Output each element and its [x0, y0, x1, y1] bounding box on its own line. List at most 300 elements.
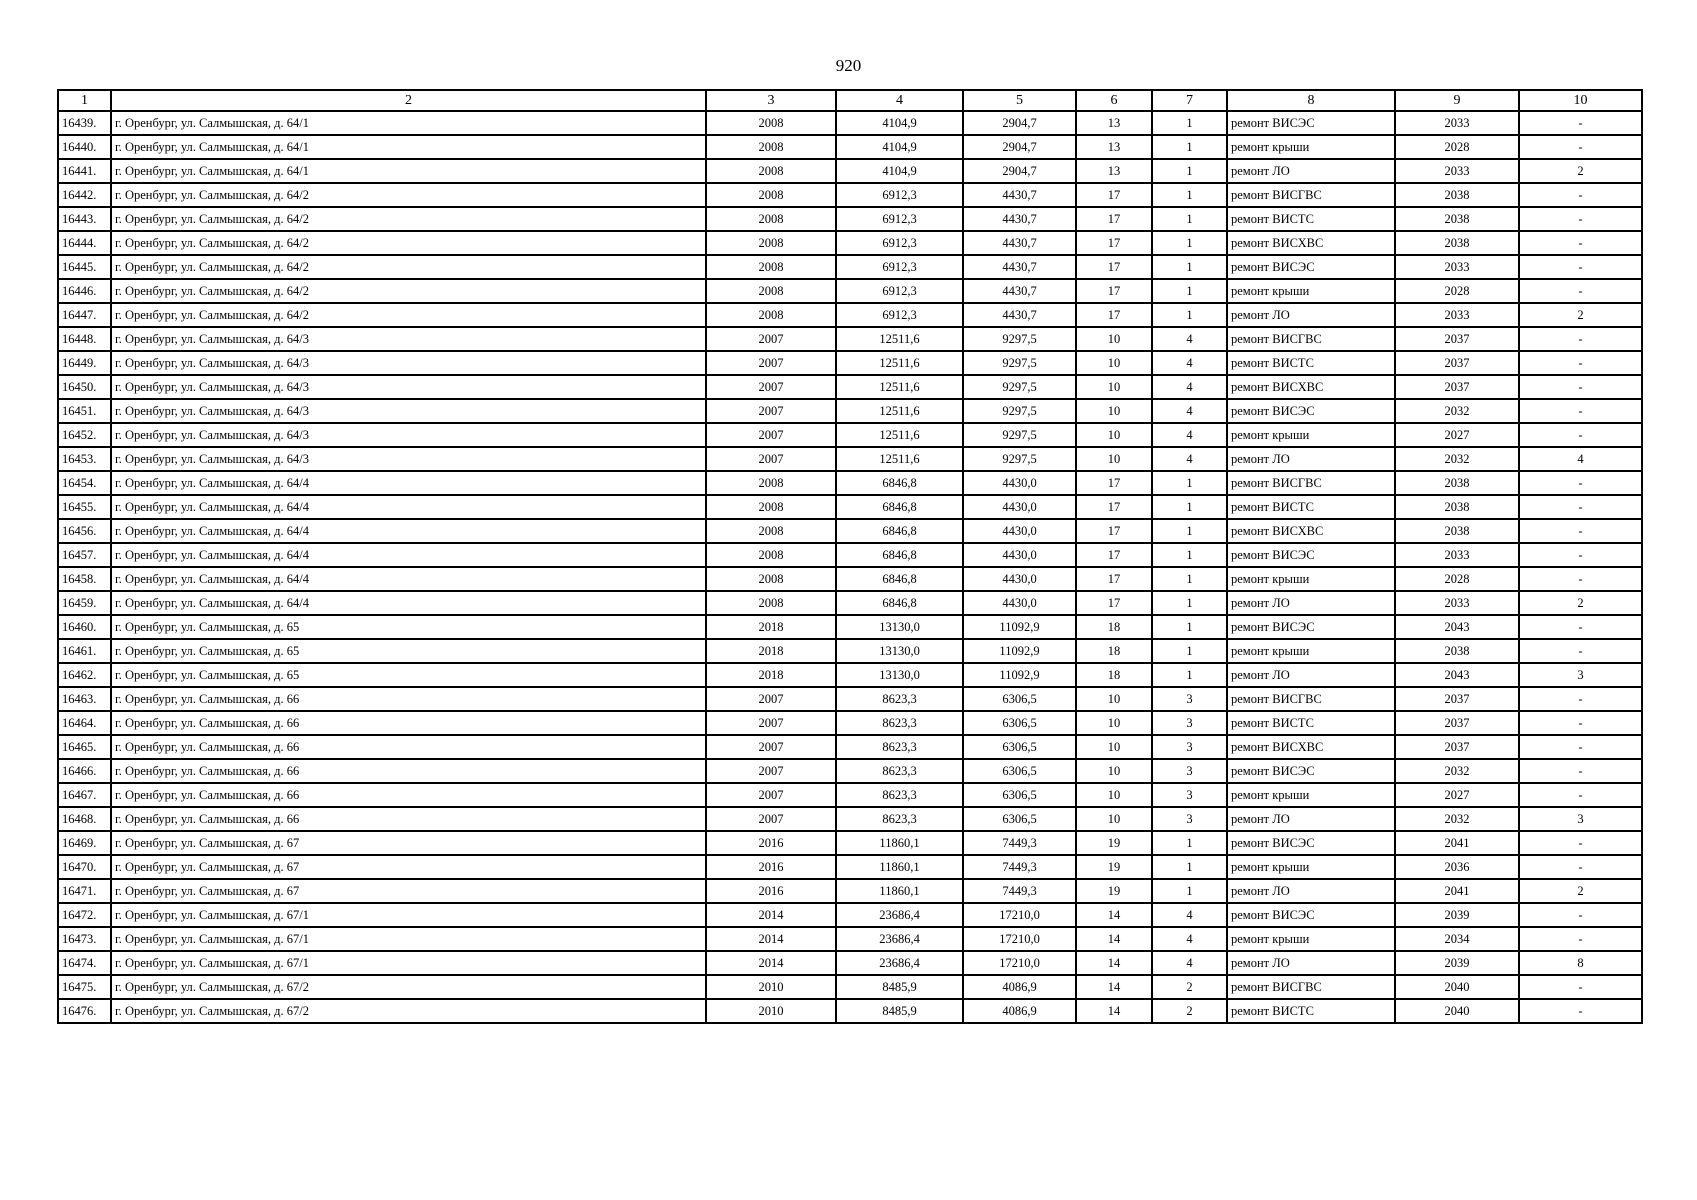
year-cell: 2007	[706, 711, 836, 735]
quantity-cell: -	[1519, 783, 1642, 807]
address-cell: г. Оренбург, ул. Салмышская, д. 66	[111, 711, 706, 735]
table-row	[58, 519, 1642, 543]
entrances-cell: 1	[1152, 495, 1227, 519]
work-type-cell: ремонт ВИСГВС	[1227, 975, 1395, 999]
floors-cell: 19	[1076, 879, 1152, 903]
entrances-cell: 1	[1152, 663, 1227, 687]
row-number-cell: 16461.	[58, 639, 111, 663]
row-number-cell: 16445.	[58, 255, 111, 279]
entrances-cell: 3	[1152, 807, 1227, 831]
column-header: 7	[1152, 90, 1227, 111]
entrances-cell: 4	[1152, 903, 1227, 927]
total-area-cell: 23686,4	[836, 951, 963, 975]
work-type-cell: ремонт ЛО	[1227, 159, 1395, 183]
living-area-cell: 2904,7	[963, 111, 1076, 135]
floors-cell: 19	[1076, 831, 1152, 855]
address-cell: г. Оренбург, ул. Салмышская, д. 64/3	[111, 327, 706, 351]
year-cell: 2007	[706, 447, 836, 471]
floors-cell: 13	[1076, 135, 1152, 159]
total-area-cell: 8623,3	[836, 687, 963, 711]
total-area-cell: 23686,4	[836, 903, 963, 927]
planned-year-cell: 2033	[1395, 591, 1519, 615]
total-area-cell: 8623,3	[836, 759, 963, 783]
column-header: 5	[963, 90, 1076, 111]
row-number-cell: 16475.	[58, 975, 111, 999]
work-type-cell: ремонт крыши	[1227, 639, 1395, 663]
address-cell: г. Оренбург, ул. Салмышская, д. 64/3	[111, 399, 706, 423]
quantity-cell: -	[1519, 903, 1642, 927]
table-row	[58, 807, 1642, 831]
address-cell: г. Оренбург, ул. Салмышская, д. 64/2	[111, 303, 706, 327]
address-cell: г. Оренбург, ул. Салмышская, д. 64/3	[111, 447, 706, 471]
address-cell: г. Оренбург, ул. Салмышская, д. 64/4	[111, 543, 706, 567]
table-row	[58, 831, 1642, 855]
floors-cell: 17	[1076, 231, 1152, 255]
living-area-cell: 4430,0	[963, 567, 1076, 591]
year-cell: 2008	[706, 159, 836, 183]
address-cell: г. Оренбург, ул. Салмышская, д. 66	[111, 759, 706, 783]
work-type-cell: ремонт ВИСХВС	[1227, 375, 1395, 399]
entrances-cell: 1	[1152, 567, 1227, 591]
planned-year-cell: 2033	[1395, 159, 1519, 183]
entrances-cell: 4	[1152, 447, 1227, 471]
work-type-cell: ремонт ВИСТС	[1227, 711, 1395, 735]
address-cell: г. Оренбург, ул. Салмышская, д. 64/2	[111, 255, 706, 279]
row-number-cell: 16470.	[58, 855, 111, 879]
year-cell: 2008	[706, 567, 836, 591]
address-cell: г. Оренбург, ул. Салмышская, д. 64/4	[111, 519, 706, 543]
row-number-cell: 16464.	[58, 711, 111, 735]
total-area-cell: 6912,3	[836, 183, 963, 207]
quantity-cell: -	[1519, 231, 1642, 255]
entrances-cell: 1	[1152, 855, 1227, 879]
quantity-cell: -	[1519, 255, 1642, 279]
entrances-cell: 1	[1152, 231, 1227, 255]
address-cell: г. Оренбург, ул. Салмышская, д. 67/2	[111, 999, 706, 1023]
work-type-cell: ремонт крыши	[1227, 783, 1395, 807]
year-cell: 2014	[706, 951, 836, 975]
total-area-cell: 8623,3	[836, 711, 963, 735]
work-type-cell: ремонт ЛО	[1227, 303, 1395, 327]
address-cell: г. Оренбург, ул. Салмышская, д. 66	[111, 783, 706, 807]
column-header: 10	[1519, 90, 1642, 111]
floors-cell: 17	[1076, 471, 1152, 495]
total-area-cell: 8623,3	[836, 783, 963, 807]
row-number-cell: 16443.	[58, 207, 111, 231]
quantity-cell: -	[1519, 735, 1642, 759]
table-row	[58, 423, 1642, 447]
row-number-cell: 16457.	[58, 543, 111, 567]
floors-cell: 17	[1076, 303, 1152, 327]
total-area-cell: 6846,8	[836, 495, 963, 519]
entrances-cell: 4	[1152, 399, 1227, 423]
living-area-cell: 6306,5	[963, 807, 1076, 831]
living-area-cell: 6306,5	[963, 711, 1076, 735]
work-type-cell: ремонт ВИСГВС	[1227, 327, 1395, 351]
quantity-cell: 2	[1519, 159, 1642, 183]
work-type-cell: ремонт ВИСТС	[1227, 999, 1395, 1023]
table-row	[58, 591, 1642, 615]
address-cell: г. Оренбург, ул. Салмышская, д. 67	[111, 831, 706, 855]
header-row	[58, 90, 1642, 111]
planned-year-cell: 2037	[1395, 687, 1519, 711]
work-type-cell: ремонт ВИСГВС	[1227, 687, 1395, 711]
quantity-cell: -	[1519, 183, 1642, 207]
row-number-cell: 16472.	[58, 903, 111, 927]
planned-year-cell: 2036	[1395, 855, 1519, 879]
year-cell: 2008	[706, 471, 836, 495]
address-cell: г. Оренбург, ул. Салмышская, д. 65	[111, 615, 706, 639]
floors-cell: 10	[1076, 375, 1152, 399]
address-cell: г. Оренбург, ул. Салмышская, д. 64/2	[111, 231, 706, 255]
address-cell: г. Оренбург, ул. Салмышская, д. 67/1	[111, 903, 706, 927]
total-area-cell: 4104,9	[836, 111, 963, 135]
total-area-cell: 6912,3	[836, 303, 963, 327]
total-area-cell: 13130,0	[836, 639, 963, 663]
row-number-cell: 16466.	[58, 759, 111, 783]
living-area-cell: 17210,0	[963, 927, 1076, 951]
total-area-cell: 6846,8	[836, 471, 963, 495]
address-cell: г. Оренбург, ул. Салмышская, д. 67	[111, 855, 706, 879]
living-area-cell: 7449,3	[963, 855, 1076, 879]
living-area-cell: 4430,0	[963, 543, 1076, 567]
floors-cell: 17	[1076, 207, 1152, 231]
quantity-cell: -	[1519, 687, 1642, 711]
entrances-cell: 4	[1152, 351, 1227, 375]
work-type-cell: ремонт ЛО	[1227, 807, 1395, 831]
total-area-cell: 12511,6	[836, 423, 963, 447]
work-type-cell: ремонт ВИСЭС	[1227, 399, 1395, 423]
total-area-cell: 13130,0	[836, 615, 963, 639]
year-cell: 2007	[706, 327, 836, 351]
entrances-cell: 1	[1152, 303, 1227, 327]
planned-year-cell: 2038	[1395, 519, 1519, 543]
work-type-cell: ремонт ВИСЭС	[1227, 903, 1395, 927]
table-row	[58, 207, 1642, 231]
floors-cell: 17	[1076, 567, 1152, 591]
year-cell: 2016	[706, 831, 836, 855]
column-header: 3	[706, 90, 836, 111]
address-cell: г. Оренбург, ул. Салмышская, д. 66	[111, 735, 706, 759]
entrances-cell: 3	[1152, 735, 1227, 759]
floors-cell: 17	[1076, 495, 1152, 519]
row-number-cell: 16439.	[58, 111, 111, 135]
floors-cell: 17	[1076, 591, 1152, 615]
row-number-cell: 16452.	[58, 423, 111, 447]
total-area-cell: 6912,3	[836, 231, 963, 255]
entrances-cell: 4	[1152, 327, 1227, 351]
year-cell: 2010	[706, 975, 836, 999]
work-type-cell: ремонт крыши	[1227, 135, 1395, 159]
year-cell: 2008	[706, 279, 836, 303]
address-cell: г. Оренбург, ул. Салмышская, д. 64/1	[111, 159, 706, 183]
planned-year-cell: 2040	[1395, 975, 1519, 999]
quantity-cell: -	[1519, 711, 1642, 735]
table-row	[58, 567, 1642, 591]
living-area-cell: 4086,9	[963, 975, 1076, 999]
row-number-cell: 16451.	[58, 399, 111, 423]
work-type-cell: ремонт ЛО	[1227, 879, 1395, 903]
planned-year-cell: 2040	[1395, 999, 1519, 1023]
planned-year-cell: 2043	[1395, 663, 1519, 687]
entrances-cell: 1	[1152, 207, 1227, 231]
table-body	[58, 111, 1642, 1023]
table-row	[58, 375, 1642, 399]
table-row	[58, 615, 1642, 639]
quantity-cell: -	[1519, 375, 1642, 399]
planned-year-cell: 2033	[1395, 303, 1519, 327]
total-area-cell: 8623,3	[836, 735, 963, 759]
row-number-cell: 16459.	[58, 591, 111, 615]
row-number-cell: 16467.	[58, 783, 111, 807]
living-area-cell: 4430,0	[963, 519, 1076, 543]
table-row	[58, 975, 1642, 999]
floors-cell: 18	[1076, 639, 1152, 663]
entrances-cell: 2	[1152, 975, 1227, 999]
year-cell: 2008	[706, 207, 836, 231]
total-area-cell: 8623,3	[836, 807, 963, 831]
floors-cell: 10	[1076, 687, 1152, 711]
entrances-cell: 3	[1152, 759, 1227, 783]
entrances-cell: 1	[1152, 183, 1227, 207]
table-row	[58, 735, 1642, 759]
planned-year-cell: 2037	[1395, 735, 1519, 759]
row-number-cell: 16471.	[58, 879, 111, 903]
living-area-cell: 6306,5	[963, 735, 1076, 759]
work-type-cell: ремонт ЛО	[1227, 951, 1395, 975]
column-header: 9	[1395, 90, 1519, 111]
table-row	[58, 855, 1642, 879]
planned-year-cell: 2028	[1395, 135, 1519, 159]
row-number-cell: 16463.	[58, 687, 111, 711]
planned-year-cell: 2027	[1395, 783, 1519, 807]
work-type-cell: ремонт ЛО	[1227, 663, 1395, 687]
living-area-cell: 9297,5	[963, 351, 1076, 375]
living-area-cell: 6306,5	[963, 759, 1076, 783]
row-number-cell: 16449.	[58, 351, 111, 375]
total-area-cell: 23686,4	[836, 927, 963, 951]
work-type-cell: ремонт ВИСЭС	[1227, 615, 1395, 639]
total-area-cell: 11860,1	[836, 855, 963, 879]
table-row	[58, 687, 1642, 711]
planned-year-cell: 2038	[1395, 471, 1519, 495]
work-type-cell: ремонт крыши	[1227, 423, 1395, 447]
address-cell: г. Оренбург, ул. Салмышская, д. 64/2	[111, 183, 706, 207]
repair-schedule-table	[57, 89, 1643, 1024]
planned-year-cell: 2038	[1395, 639, 1519, 663]
floors-cell: 17	[1076, 543, 1152, 567]
living-area-cell: 2904,7	[963, 159, 1076, 183]
year-cell: 2010	[706, 999, 836, 1023]
table-row	[58, 471, 1642, 495]
table-row	[58, 711, 1642, 735]
floors-cell: 14	[1076, 951, 1152, 975]
table-row	[58, 351, 1642, 375]
living-area-cell: 4430,7	[963, 279, 1076, 303]
year-cell: 2007	[706, 783, 836, 807]
year-cell: 2007	[706, 807, 836, 831]
row-number-cell: 16456.	[58, 519, 111, 543]
planned-year-cell: 2037	[1395, 327, 1519, 351]
living-area-cell: 9297,5	[963, 447, 1076, 471]
living-area-cell: 17210,0	[963, 951, 1076, 975]
total-area-cell: 12511,6	[836, 375, 963, 399]
entrances-cell: 2	[1152, 999, 1227, 1023]
table-row	[58, 903, 1642, 927]
quantity-cell: -	[1519, 759, 1642, 783]
table-row	[58, 639, 1642, 663]
work-type-cell: ремонт крыши	[1227, 855, 1395, 879]
quantity-cell: 8	[1519, 951, 1642, 975]
work-type-cell: ремонт ВИСЭС	[1227, 759, 1395, 783]
work-type-cell: ремонт ВИСГВС	[1227, 471, 1395, 495]
work-type-cell: ремонт ВИСХВС	[1227, 735, 1395, 759]
year-cell: 2008	[706, 543, 836, 567]
row-number-cell: 16473.	[58, 927, 111, 951]
address-cell: г. Оренбург, ул. Салмышская, д. 64/4	[111, 495, 706, 519]
floors-cell: 10	[1076, 735, 1152, 759]
planned-year-cell: 2033	[1395, 543, 1519, 567]
total-area-cell: 12511,6	[836, 399, 963, 423]
entrances-cell: 1	[1152, 831, 1227, 855]
table-row	[58, 447, 1642, 471]
quantity-cell: -	[1519, 615, 1642, 639]
total-area-cell: 6846,8	[836, 567, 963, 591]
work-type-cell: ремонт ВИСЭС	[1227, 543, 1395, 567]
year-cell: 2008	[706, 495, 836, 519]
total-area-cell: 6912,3	[836, 255, 963, 279]
living-area-cell: 4430,7	[963, 255, 1076, 279]
planned-year-cell: 2033	[1395, 255, 1519, 279]
address-cell: г. Оренбург, ул. Салмышская, д. 67/2	[111, 975, 706, 999]
floors-cell: 14	[1076, 927, 1152, 951]
entrances-cell: 3	[1152, 687, 1227, 711]
quantity-cell: 4	[1519, 447, 1642, 471]
planned-year-cell: 2034	[1395, 927, 1519, 951]
total-area-cell: 6912,3	[836, 207, 963, 231]
table-row	[58, 135, 1642, 159]
living-area-cell: 11092,9	[963, 639, 1076, 663]
quantity-cell: -	[1519, 423, 1642, 447]
year-cell: 2008	[706, 255, 836, 279]
floors-cell: 10	[1076, 807, 1152, 831]
planned-year-cell: 2038	[1395, 207, 1519, 231]
year-cell: 2014	[706, 903, 836, 927]
quantity-cell: -	[1519, 399, 1642, 423]
quantity-cell: -	[1519, 207, 1642, 231]
floors-cell: 10	[1076, 327, 1152, 351]
table-row	[58, 303, 1642, 327]
column-header: 1	[58, 90, 111, 111]
address-cell: г. Оренбург, ул. Салмышская, д. 64/3	[111, 423, 706, 447]
entrances-cell: 1	[1152, 879, 1227, 903]
entrances-cell: 4	[1152, 423, 1227, 447]
row-number-cell: 16441.	[58, 159, 111, 183]
floors-cell: 13	[1076, 159, 1152, 183]
total-area-cell: 6846,8	[836, 519, 963, 543]
floors-cell: 14	[1076, 999, 1152, 1023]
living-area-cell: 7449,3	[963, 831, 1076, 855]
living-area-cell: 6306,5	[963, 783, 1076, 807]
quantity-cell: 2	[1519, 303, 1642, 327]
year-cell: 2018	[706, 615, 836, 639]
floors-cell: 10	[1076, 351, 1152, 375]
planned-year-cell: 2027	[1395, 423, 1519, 447]
quantity-cell: -	[1519, 135, 1642, 159]
work-type-cell: ремонт крыши	[1227, 927, 1395, 951]
year-cell: 2008	[706, 519, 836, 543]
entrances-cell: 1	[1152, 279, 1227, 303]
table-row	[58, 951, 1642, 975]
year-cell: 2018	[706, 663, 836, 687]
year-cell: 2007	[706, 399, 836, 423]
work-type-cell: ремонт ВИСТС	[1227, 207, 1395, 231]
planned-year-cell: 2028	[1395, 567, 1519, 591]
column-header: 6	[1076, 90, 1152, 111]
living-area-cell: 11092,9	[963, 663, 1076, 687]
entrances-cell: 3	[1152, 783, 1227, 807]
year-cell: 2008	[706, 231, 836, 255]
table-row	[58, 663, 1642, 687]
address-cell: г. Оренбург, ул. Салмышская, д. 66	[111, 687, 706, 711]
year-cell: 2008	[706, 183, 836, 207]
living-area-cell: 4430,7	[963, 207, 1076, 231]
total-area-cell: 12511,6	[836, 327, 963, 351]
floors-cell: 10	[1076, 759, 1152, 783]
row-number-cell: 16444.	[58, 231, 111, 255]
year-cell: 2007	[706, 735, 836, 759]
entrances-cell: 1	[1152, 615, 1227, 639]
quantity-cell: 2	[1519, 591, 1642, 615]
living-area-cell: 4430,0	[963, 495, 1076, 519]
living-area-cell: 7449,3	[963, 879, 1076, 903]
year-cell: 2018	[706, 639, 836, 663]
work-type-cell: ремонт ВИСЭС	[1227, 111, 1395, 135]
floors-cell: 10	[1076, 783, 1152, 807]
address-cell: г. Оренбург, ул. Салмышская, д. 67	[111, 879, 706, 903]
table-row	[58, 111, 1642, 135]
column-header: 8	[1227, 90, 1395, 111]
floors-cell: 14	[1076, 975, 1152, 999]
planned-year-cell: 2038	[1395, 231, 1519, 255]
address-cell: г. Оренбург, ул. Салмышская, д. 64/1	[111, 135, 706, 159]
living-area-cell: 9297,5	[963, 423, 1076, 447]
table-row	[58, 279, 1642, 303]
living-area-cell: 9297,5	[963, 327, 1076, 351]
address-cell: г. Оренбург, ул. Салмышская, д. 65	[111, 639, 706, 663]
quantity-cell: -	[1519, 519, 1642, 543]
total-area-cell: 6912,3	[836, 279, 963, 303]
table-row	[58, 399, 1642, 423]
total-area-cell: 4104,9	[836, 159, 963, 183]
row-number-cell: 16454.	[58, 471, 111, 495]
work-type-cell: ремонт крыши	[1227, 279, 1395, 303]
entrances-cell: 4	[1152, 951, 1227, 975]
entrances-cell: 1	[1152, 159, 1227, 183]
floors-cell: 10	[1076, 711, 1152, 735]
table-row	[58, 183, 1642, 207]
address-cell: г. Оренбург, ул. Салмышская, д. 67/1	[111, 927, 706, 951]
quantity-cell: -	[1519, 927, 1642, 951]
quantity-cell: -	[1519, 111, 1642, 135]
table-row	[58, 543, 1642, 567]
living-area-cell: 11092,9	[963, 615, 1076, 639]
living-area-cell: 4430,7	[963, 183, 1076, 207]
planned-year-cell: 2038	[1395, 495, 1519, 519]
floors-cell: 10	[1076, 447, 1152, 471]
work-type-cell: ремонт ВИСТС	[1227, 495, 1395, 519]
floors-cell: 13	[1076, 111, 1152, 135]
